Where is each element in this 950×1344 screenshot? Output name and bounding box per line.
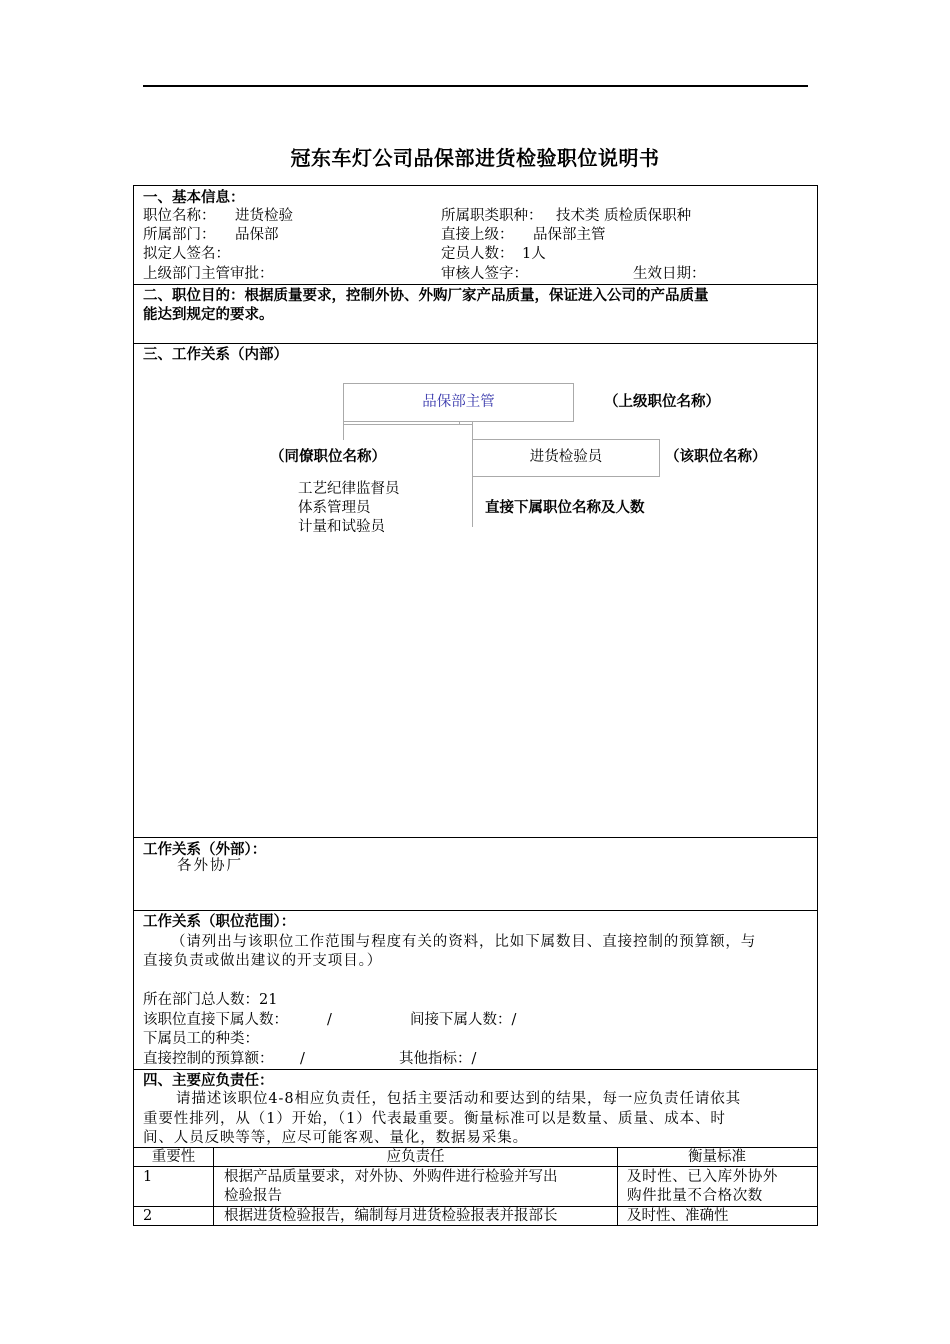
headcount-value: 1人 xyxy=(522,246,546,262)
scope-heading: 工作关系（职位范围）： xyxy=(143,914,296,930)
divider xyxy=(133,910,818,911)
indirect-subordinates: 间接下属人数：/ xyxy=(410,1012,517,1028)
direct-superior-label: 直接上级： xyxy=(441,227,514,243)
divider xyxy=(133,343,818,344)
row-duty-line: 检验报告 xyxy=(224,1188,282,1204)
budget-label: 直接控制的预算额： xyxy=(143,1051,274,1067)
external-relations-value: 各外协厂 xyxy=(177,858,243,874)
scope-instruction-1: （请列出与该职位工作范围与程度有关的资料，比如下属数目、直接控制的预算额，与 xyxy=(171,934,757,950)
job-category-value: 技术类 质检质保职种 xyxy=(556,208,692,224)
department-value: 品保部 xyxy=(235,227,279,243)
row-standard-line: 购件批量不合格次数 xyxy=(627,1188,763,1204)
duties-instruction-3: 间、人员反映等等，应尽可能客观、量化，数据易采集。 xyxy=(143,1130,528,1146)
duties-instruction-2: 重要性排列，从（1）开始，（1）代表最重要。衡量标准可以是数量、质量、成本、时 xyxy=(143,1111,726,1127)
divider xyxy=(133,284,818,285)
subordinate-positions-note: 直接下属职位名称及人数 xyxy=(485,500,645,516)
internal-relations-heading: 三、工作关系（内部） xyxy=(143,347,288,363)
self-position-label: 进货检验员 xyxy=(529,449,603,465)
direct-subordinates-value: / xyxy=(327,1012,332,1028)
approver-label: 上级部门主管审批： xyxy=(143,266,274,282)
duties-heading: 四、主要应负责任： xyxy=(143,1073,274,1089)
scope-instruction-2: 直接负责或做出建议的开支项目。） xyxy=(143,953,383,969)
budget-value: / xyxy=(300,1051,305,1067)
self-position-box xyxy=(472,439,660,477)
duties-instruction-1: 请描述该职位4-8相应负责任，包括主要活动和要达到的结果，每一应负责任请依其 xyxy=(176,1091,742,1107)
effective-date-label: 生效日期： xyxy=(633,266,706,282)
superior-position-note: （上级职位名称） xyxy=(604,394,720,410)
org-connector xyxy=(343,424,473,425)
column-header-importance: 重要性 xyxy=(151,1149,196,1165)
position-name-value: 进货检验 xyxy=(235,208,293,224)
peer-position-item: 体系管理员 xyxy=(298,500,371,516)
reviewer-signature-label: 审核人签字： xyxy=(441,266,528,282)
row-standard-line: 及时性、准确性 xyxy=(627,1208,729,1224)
header-rule xyxy=(143,85,808,87)
other-metrics: 其他指标：/ xyxy=(399,1051,477,1067)
column-header-duty: 应负责任 xyxy=(386,1149,445,1165)
self-position-note: （该职位名称） xyxy=(665,449,767,465)
department-label: 所属部门： xyxy=(143,227,216,243)
basic-info-heading: 一、基本信息： xyxy=(143,190,245,206)
peer-position-item: 计量和试验员 xyxy=(298,519,385,535)
peer-positions-note: （同僚职位名称） xyxy=(270,449,386,465)
drafter-signature-label: 拟定人签名： xyxy=(143,246,230,262)
divider xyxy=(133,837,818,838)
external-relations-heading: 工作关系（外部）： xyxy=(143,842,267,858)
purpose-line-2: 能达到规定的要求。 xyxy=(143,307,274,323)
purpose-line-1: 二、职位目的：根据质量要求，控制外协、外购厂家产品质量，保证进入公司的产品质量 xyxy=(143,288,709,304)
row-rank: 2 xyxy=(143,1208,153,1224)
headcount-label: 定员人数： xyxy=(441,246,514,262)
org-connector xyxy=(343,420,344,440)
column-header-standard: 衡量标准 xyxy=(688,1149,746,1165)
direct-subordinates-label: 该职位直接下属人数： xyxy=(143,1012,288,1028)
row-rank: 1 xyxy=(143,1169,153,1185)
position-name-label: 职位名称： xyxy=(143,208,216,224)
direct-superior-value: 品保部主管 xyxy=(533,227,606,243)
superior-position-label: 品保部主管 xyxy=(422,394,495,410)
divider xyxy=(133,1069,818,1070)
row-duty-line: 根据产品质量要求，对外协、外购件进行检验并写出 xyxy=(224,1169,558,1185)
dept-total-headcount: 所在部门总人数：21 xyxy=(143,992,278,1008)
job-category-label: 所属职类职种： xyxy=(441,208,543,224)
superior-position-box xyxy=(343,383,574,422)
document-title: 冠东车灯公司品保部进货检验职位说明书 xyxy=(290,146,660,170)
row-duty-line: 根据进货检验报告，编制每月进货检验报表并报部长 xyxy=(224,1208,558,1224)
peer-position-item: 工艺纪律监督员 xyxy=(298,481,400,497)
subordinate-types-label: 下属员工的种类： xyxy=(143,1031,259,1047)
row-standard-line: 及时性、已入库外协外 xyxy=(627,1169,778,1185)
